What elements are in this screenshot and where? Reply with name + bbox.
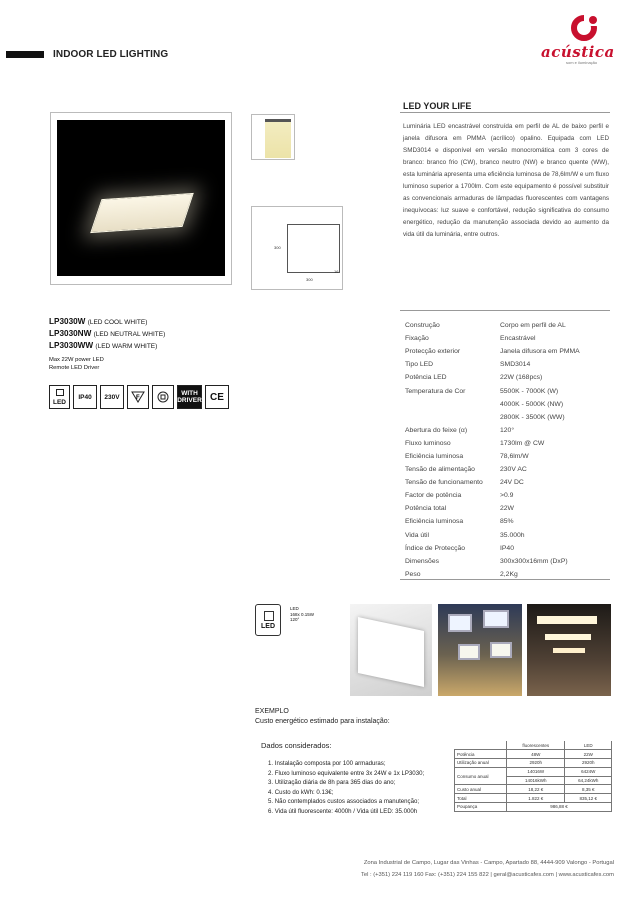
- table-row: Poupança 986,88 €: [455, 803, 612, 812]
- cost-table: [454, 741, 612, 812]
- spec-key: Factor de potência: [405, 492, 462, 500]
- spec-key: Tensão de funcionamento: [405, 479, 483, 487]
- header-title: INDOOR LED LIGHTING: [53, 49, 169, 60]
- table-row: 14016kWh 64,24kWh: [455, 776, 612, 785]
- header-bar: [6, 51, 44, 58]
- voltage-badge: 230V: [100, 385, 124, 409]
- spec-key: Tensão de alimentação: [405, 466, 475, 474]
- width-label: 300: [306, 277, 313, 282]
- spec-key: Índice de Protecção: [405, 544, 466, 552]
- spec-value: 230V AC: [500, 466, 527, 474]
- intro-title: LED YOUR LIFE: [403, 101, 472, 111]
- spec-value: Janela difusora em PMMA: [500, 348, 580, 356]
- spec-divider: [400, 310, 610, 311]
- spec-value: 2800K - 3500K (WW): [500, 413, 565, 421]
- spec-row: [405, 411, 615, 424]
- spec-row: [405, 515, 615, 528]
- spec-key: Peso: [405, 570, 421, 578]
- spec-key: Dimensões: [405, 557, 439, 565]
- spec-value: 2,2Kg: [500, 570, 518, 578]
- spec-key: Construção: [405, 322, 440, 330]
- example-title: EXEMPLO: [255, 708, 289, 715]
- f-mark-icon: [131, 391, 145, 403]
- model-list: [49, 316, 165, 352]
- spec-row: [405, 529, 615, 542]
- spec-key: Fluxo luminoso: [405, 439, 451, 447]
- led-info-icon: LED: [255, 604, 281, 636]
- spec-row: [405, 476, 615, 489]
- badge-row: [49, 385, 229, 409]
- spec-key: Potência total: [405, 505, 447, 513]
- led-icon: [56, 389, 64, 396]
- spec-divider-bottom: [400, 579, 610, 580]
- depth-label: 16: [334, 269, 339, 274]
- logo-name: acústica: [541, 43, 615, 61]
- table-row: Utilização anual 2920h 2920h: [455, 759, 612, 768]
- spec-row: [405, 450, 615, 463]
- spec-row: [405, 502, 615, 515]
- feature-item: Remote LED Driver: [49, 364, 100, 371]
- spec-row: [405, 398, 615, 411]
- spec-value: 22W: [500, 505, 514, 513]
- spec-table: [405, 319, 615, 581]
- list-item: 2. Fluxo luminoso equivalente entre 3x 24W e 1x LP3030;: [268, 769, 425, 777]
- example-subtitle: Custo energético estimado para instalação:: [255, 718, 390, 725]
- spec-value: >0.9: [500, 492, 514, 500]
- ip-badge: IP40: [73, 385, 97, 409]
- spec-value: 85%: [500, 518, 514, 526]
- footer-contact: Tel : (+351) 224 119 160 Fax: (+351) 224 155 822 | geral@acusticafes.com | www.acusticafes.com: [360, 872, 614, 878]
- model-item: LP3030W (LED COOL WHITE): [49, 317, 148, 326]
- table-row: Potência 48W 22W: [455, 750, 612, 759]
- product-photo-frame: [50, 112, 232, 285]
- spec-value: IP40: [500, 544, 514, 552]
- spec-key: Potência LED: [405, 374, 447, 382]
- header-fluor: fluorescentes: [507, 741, 565, 750]
- spec-key: Eficiência luminosa: [405, 518, 464, 526]
- footer-address: Zona Industrial de Campo, Lugar das Vinhas - Campo, Apartado 88, 4444-909 Valongo - Portugal: [363, 860, 614, 866]
- svg-text:F: F: [136, 395, 140, 401]
- table-row: [455, 741, 612, 750]
- height-label: 300: [274, 245, 281, 250]
- spec-row: [405, 332, 615, 345]
- led-badge: LED: [49, 385, 70, 409]
- logo-icon: [566, 14, 602, 44]
- dimension-square: [287, 224, 340, 273]
- application-photo-panel: [350, 604, 432, 696]
- logo-tagline: som e iluminação: [566, 60, 598, 65]
- spec-value: 5500K - 7000K (W): [500, 387, 559, 395]
- spec-value: Encastrável: [500, 335, 536, 343]
- spec-key: Fixação: [405, 335, 429, 343]
- spec-key: Protecção exterior: [405, 348, 461, 356]
- spec-value: 22W (168pcs): [500, 374, 543, 382]
- spec-value: 120°: [500, 426, 515, 434]
- intro-divider: [400, 112, 610, 113]
- spec-value: Corpo em perfil de AL: [500, 322, 566, 330]
- class-badge: [152, 385, 174, 409]
- spec-key: Vida útil: [405, 531, 430, 539]
- class-icon: [157, 391, 169, 403]
- led-info: LED 168x 0.15W 120°: [290, 606, 315, 622]
- spec-key: Eficiência luminosa: [405, 452, 464, 460]
- led-panel-image: [90, 193, 194, 233]
- spec-value: 24V DC: [500, 479, 524, 487]
- driver-badge: WITH DRIVER: [177, 385, 202, 409]
- f-mark-badge: [127, 385, 149, 409]
- table-row: Custo anual 18,22 € 8,35 €: [455, 785, 612, 794]
- spec-key: Abertura do feixe (α): [405, 426, 468, 434]
- data-list: [268, 759, 424, 817]
- table-row: Consumo anual 14016W 6424W: [455, 767, 612, 776]
- list-item: 4. Custo do kWh: 0.13€;: [268, 788, 334, 796]
- list-item: 6. Vida útil fluorescente: 4000h / Vida útil LED: 35.000h: [268, 807, 418, 815]
- spec-value: 35.000h: [500, 531, 525, 539]
- list-item: 3. Utilização diária de 8h para 365 dias do ano;: [268, 779, 396, 787]
- spec-row: [405, 542, 615, 555]
- beam-icon-frame: [251, 114, 295, 160]
- dimension-drawing: [251, 206, 343, 290]
- spec-row: [405, 489, 615, 502]
- header-led: LED: [565, 741, 612, 750]
- intro-text: Luminária LED encastrável construída em perfil de AL de baixo perfil e janela difusora em PMMA (acrílico) opalino. Equipada com LED SMD3014 e disponível em versão monocromática com 3 cores de branco: branco frio (CW), branco neutro (NW) e branco quente (WW), esta luminária apresenta uma eficiência luminosa de 78,6lm/W e um fluxo luminoso superior a 1700lm. Com este equipamento é possível substituir as convencionais armaduras de lâmpadas fluorescentes com vantagens inequívocas: luz suave e confortável, redução significativa do consumo energético, redução da manutenção associada devido ao aumento da vida útil da luminária, entre outros.: [403, 123, 609, 238]
- feature-list: [49, 357, 104, 372]
- spec-row: [405, 555, 615, 568]
- spec-value: 1730lm @ CW: [500, 439, 545, 447]
- spec-row: [405, 371, 615, 384]
- spec-row: [405, 345, 615, 358]
- table-row: Total 1.822 € 835,12 €: [455, 794, 612, 803]
- spec-key: Temperatura de Cor: [405, 387, 466, 395]
- feature-item: Max 22W power LED: [49, 357, 104, 363]
- spec-row: [405, 437, 615, 450]
- spec-value: 4000K - 5000K (NW): [500, 400, 564, 408]
- light-beam-icon: [265, 122, 291, 158]
- spec-row: [405, 424, 615, 437]
- spec-row: [405, 319, 615, 332]
- list-item: 1. Instalação composta por 100 armaduras;: [268, 760, 386, 767]
- spec-row: [405, 384, 615, 397]
- spec-value: 300x300x16mm (DxP): [500, 557, 568, 565]
- model-item: LP3030NW (LED NEUTRAL WHITE): [49, 329, 166, 338]
- ce-badge: CE: [205, 385, 229, 409]
- application-photo-corridor: [527, 604, 611, 696]
- product-photo: [57, 120, 225, 276]
- spec-row: [405, 463, 615, 476]
- spec-value: 78,6lm/W: [500, 452, 529, 460]
- spec-value: SMD3014: [500, 361, 531, 369]
- model-item: LP3030WW (LED WARM WHITE): [49, 341, 158, 350]
- data-title: Dados considerados:: [261, 741, 332, 750]
- spec-row: [405, 358, 615, 371]
- spec-key: Tipo LED: [405, 361, 434, 369]
- application-photo-ceiling: [438, 604, 522, 696]
- list-item: 5. Não contemplados custos associados a manutenção;: [268, 798, 420, 806]
